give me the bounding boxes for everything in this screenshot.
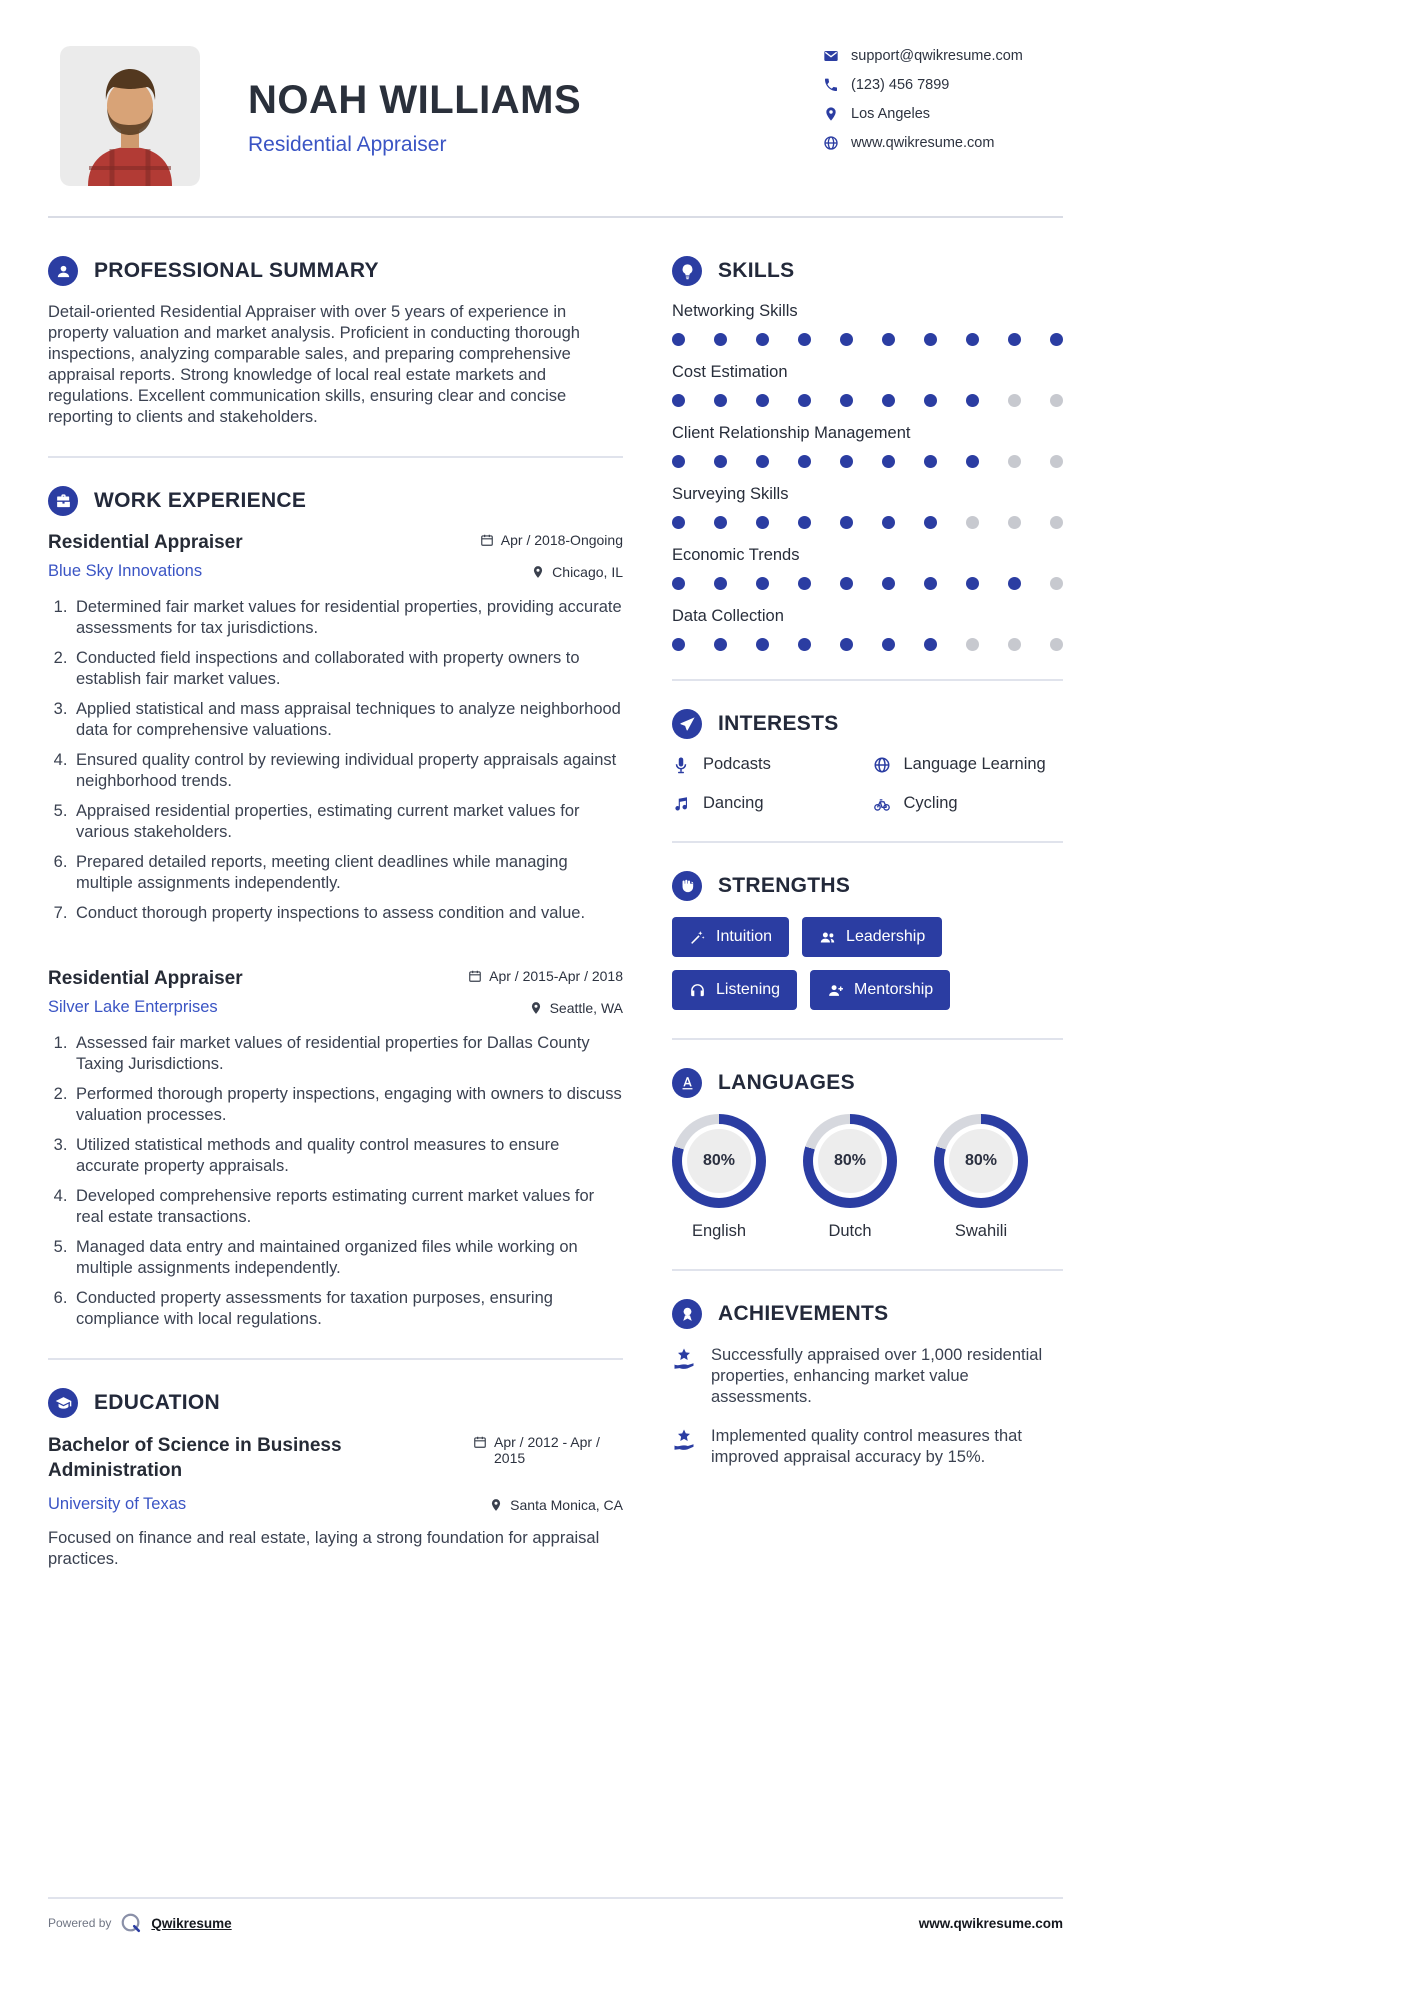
contact-list [823, 46, 1063, 164]
contact-item [823, 135, 1063, 151]
user-icon [48, 256, 78, 286]
email-icon [823, 48, 839, 64]
skill-level-dot [1008, 333, 1021, 346]
skill-level-dot [798, 516, 811, 529]
section-languages [672, 1068, 1063, 1241]
skill-level-dot [714, 516, 727, 529]
experience-bullet: 2. Conducted field inspections and collaborated with property owners to establish fair market values. [72, 648, 623, 690]
degree-title: Bachelor of Science in Business Administration [48, 1435, 342, 1481]
strengths-heading: STRENGTHS [718, 874, 851, 897]
jobs-list [48, 532, 623, 1330]
skill-item [672, 607, 1063, 651]
skill-level-dot [756, 394, 769, 407]
interest-item [873, 755, 1064, 774]
header-divider [48, 216, 1063, 218]
graduation-cap-icon [48, 1388, 78, 1418]
skill-level-dot [966, 638, 979, 651]
interest-item [672, 794, 863, 813]
skill-level-dot [1050, 638, 1063, 651]
skill-level-dot [1050, 394, 1063, 407]
skill-level-dot [714, 333, 727, 346]
achievement-item [672, 1426, 1063, 1468]
interest-item [672, 755, 863, 774]
paper-plane-icon [672, 709, 702, 739]
globe-icon [823, 135, 839, 151]
globe-icon [873, 756, 891, 774]
contact-text: (123) 456 7899 [851, 77, 950, 93]
footer-site-link[interactable]: www.qwikresume.com [918, 1915, 1063, 1931]
skill-level-dot [672, 455, 685, 468]
skill-level-dot [1008, 455, 1021, 468]
divider [672, 841, 1063, 843]
calendar-icon [473, 1435, 487, 1449]
job-bullets [48, 597, 623, 924]
strength-tag [810, 970, 950, 1010]
fist-icon [672, 871, 702, 901]
section-work-experience [48, 486, 623, 1330]
job-entry [48, 532, 623, 924]
language-item [803, 1114, 897, 1241]
achievement-item [672, 1345, 1063, 1408]
divider [48, 1358, 623, 1360]
headphones-icon [689, 982, 706, 999]
job-bullets [48, 1033, 623, 1330]
contact-item [823, 77, 1063, 93]
skill-dots [672, 455, 1063, 468]
powered-by-label: Powered by [48, 1916, 112, 1930]
contact-text: www.qwikresume.com [851, 135, 995, 151]
contact-text: Los Angeles [851, 106, 931, 122]
interest-label: Dancing [703, 794, 764, 812]
skill-level-dot [1050, 577, 1063, 590]
qwikresume-logo [120, 1912, 142, 1934]
skill-level-dot [966, 333, 979, 346]
candidate-name: NOAH WILLIAMS [248, 78, 582, 122]
skill-level-dot [714, 394, 727, 407]
achievements-heading: ACHIEVEMENTS [718, 1302, 889, 1325]
education-heading: EDUCATION [94, 1391, 220, 1414]
contact-item [823, 106, 1063, 122]
school-link[interactable]: University of Texas [48, 1495, 187, 1514]
skill-level-dot [714, 577, 727, 590]
divider [672, 679, 1063, 681]
skill-level-dot [672, 577, 685, 590]
interests-list [672, 755, 1063, 813]
job-title: Residential Appraiser [48, 532, 243, 553]
phone-icon [823, 77, 839, 93]
skill-level-dot [1008, 577, 1021, 590]
footer [48, 1897, 1063, 1934]
skill-level-dot [798, 333, 811, 346]
job-location-text: Chicago, IL [552, 563, 623, 580]
left-column [48, 256, 623, 1570]
skill-dots [672, 333, 1063, 346]
identity-block [248, 46, 581, 157]
language-item [672, 1114, 766, 1241]
interest-label: Podcasts [703, 755, 771, 773]
location-pin-icon [531, 565, 545, 579]
experience-bullet: 3. Utilized statistical methods and quality control measures to ensure accurate property appraisals. [72, 1135, 623, 1177]
users-icon [819, 929, 836, 946]
skill-level-dot [840, 455, 853, 468]
experience-bullet: 1. Determined fair market values for residential properties, providing accurate assessments for tax jurisdictions. [72, 597, 623, 639]
skill-level-dot [756, 577, 769, 590]
section-skills [672, 256, 1063, 651]
skill-item [672, 485, 1063, 529]
skill-level-dot [840, 516, 853, 529]
location-icon [823, 106, 839, 122]
skill-level-dot [756, 638, 769, 651]
contact-text: support@qwikresume.com [851, 48, 1023, 64]
medal-icon [672, 1299, 702, 1329]
summary-heading: PROFESSIONAL SUMMARY [94, 259, 379, 282]
skill-item [672, 302, 1063, 346]
skill-level-dot [1050, 516, 1063, 529]
interest-label: Language Learning [903, 755, 1046, 773]
section-strengths [672, 871, 1063, 1010]
education-date [473, 1434, 623, 1466]
skill-level-dot [882, 516, 895, 529]
skill-level-dot [840, 577, 853, 590]
skill-dots [672, 516, 1063, 529]
skill-level-dot [798, 394, 811, 407]
skill-level-dot [840, 394, 853, 407]
experience-heading: WORK EXPERIENCE [94, 489, 307, 512]
interest-label: Cycling [903, 794, 958, 812]
skill-level-dot [714, 638, 727, 651]
experience-bullet: 6. Prepared detailed reports, meeting client deadlines while managing multiple assignments independently. [72, 852, 623, 894]
skill-level-dot [672, 333, 685, 346]
skill-level-dot [924, 455, 937, 468]
experience-bullet: 5. Appraised residential properties, estimating current market values for various stakeholders. [72, 801, 623, 843]
section-achievements [672, 1299, 1063, 1468]
skill-level-dot [840, 638, 853, 651]
language-percent: 80% [949, 1129, 1013, 1193]
strength-label: Listening [716, 981, 781, 998]
language-name: Swahili [954, 1222, 1008, 1240]
skills-list [672, 302, 1063, 651]
skill-level-dot [1008, 394, 1021, 407]
job-date-text: Apr / 2018-Ongoing [500, 532, 623, 548]
job-location [531, 564, 623, 580]
strength-label: Intuition [716, 928, 773, 945]
skill-level-dot [672, 638, 685, 651]
strength-label: Mentorship [854, 981, 934, 998]
skill-level-dot [756, 455, 769, 468]
education-location [489, 1497, 623, 1513]
candidate-title: Residential Appraiser [248, 133, 447, 156]
interest-item [873, 794, 1064, 813]
strength-tag [672, 970, 797, 1010]
contact-item [823, 48, 1063, 64]
header [48, 0, 1063, 186]
skill-level-dot [924, 516, 937, 529]
language-percent: 80% [687, 1129, 751, 1193]
hand-star-icon [672, 1347, 696, 1371]
language-name: English [691, 1222, 747, 1240]
skill-level-dot [966, 577, 979, 590]
skill-level-dot [882, 333, 895, 346]
skill-level-dot [966, 516, 979, 529]
skill-level-dot [756, 333, 769, 346]
skill-item [672, 546, 1063, 590]
divider [48, 456, 623, 458]
skill-level-dot [798, 638, 811, 651]
language-progress-ring [803, 1114, 897, 1208]
skill-level-dot [966, 455, 979, 468]
strength-tag [802, 917, 942, 957]
section-professional-summary [48, 256, 623, 428]
achievement-text: Implemented quality control measures that improved appraisal accuracy by 15%. [711, 1427, 1022, 1466]
skill-level-dot [1050, 455, 1063, 468]
experience-bullet: 4. Developed comprehensive reports estimating current market values for real estate transactions. [72, 1186, 623, 1228]
experience-bullet: 1. Assessed fair market values of residential properties for Dallas County Taxing Jurisdictions. [72, 1033, 623, 1075]
skill-item [672, 424, 1063, 468]
skill-name: Client Relationship Management [672, 424, 911, 442]
skill-level-dot [672, 516, 685, 529]
skill-level-dot [1050, 333, 1063, 346]
skill-dots [672, 638, 1063, 651]
education-date-text: Apr / 2012 - Apr / 2015 [494, 1434, 600, 1466]
right-column [672, 256, 1063, 1570]
experience-bullet: 4. Ensured quality control by reviewing individual property appraisals against neighborhood trends. [72, 750, 623, 792]
skill-name: Surveying Skills [672, 485, 789, 503]
user-plus-icon [827, 982, 844, 999]
skill-name: Economic Trends [672, 546, 800, 564]
wand-icon [689, 929, 706, 946]
education-location-text: Santa Monica, CA [510, 1496, 623, 1513]
job-location [529, 1000, 623, 1016]
location-pin-icon [489, 1498, 503, 1512]
achievements-list [672, 1345, 1063, 1468]
skill-level-dot [882, 638, 895, 651]
skill-dots [672, 577, 1063, 590]
achievement-text: Successfully appraised over 1,000 residential properties, enhancing market value assessments. [711, 1346, 1043, 1406]
skill-name: Cost Estimation [672, 363, 788, 381]
job-entry [48, 968, 623, 1330]
divider [672, 1269, 1063, 1271]
skill-level-dot [882, 455, 895, 468]
calendar-icon [468, 969, 482, 983]
location-pin-icon [529, 1001, 543, 1015]
qwikresume-brand-link[interactable]: Qwikresume [151, 1915, 232, 1931]
experience-bullet: 3. Applied statistical and mass appraisal techniques to analyze neighborhood data for comprehensive valuations. [72, 699, 623, 741]
skill-level-dot [882, 577, 895, 590]
language-progress-ring [934, 1114, 1028, 1208]
skill-level-dot [1008, 516, 1021, 529]
lightbulb-icon [672, 256, 702, 286]
skill-name: Data Collection [672, 607, 784, 625]
skill-level-dot [840, 333, 853, 346]
summary-text: Detail-oriented Residential Appraiser with over 5 years of experience in property valuation and market analysis. Proficient in conducting thorough inspections, analyzing comparable sales, and preparing comprehensive appraisal reports. Strong knowledge of local real estate markets and regulations. Excellent communication skills, ensuring clear and concise reporting to clients and stakeholders. [48, 303, 580, 426]
company-link[interactable]: Blue Sky Innovations [48, 562, 203, 580]
language-name: Dutch [828, 1222, 872, 1240]
experience-bullet: 7. Conduct thorough property inspections to assess condition and value. [72, 903, 623, 924]
experience-bullet: 5. Managed data entry and maintained organized files while working on multiple assignments independently. [72, 1237, 623, 1279]
company-link[interactable]: Silver Lake Enterprises [48, 998, 218, 1016]
skill-name: Networking Skills [672, 302, 798, 320]
skill-level-dot [756, 516, 769, 529]
skills-heading: SKILLS [718, 259, 795, 282]
hand-star-icon [672, 1428, 696, 1452]
skill-level-dot [924, 394, 937, 407]
job-title: Residential Appraiser [48, 968, 243, 989]
job-date [468, 968, 623, 984]
skill-level-dot [798, 577, 811, 590]
language-progress-ring [672, 1114, 766, 1208]
skill-level-dot [798, 455, 811, 468]
strength-label: Leadership [846, 928, 926, 945]
section-education [48, 1388, 623, 1570]
skill-level-dot [924, 638, 937, 651]
job-date [480, 532, 623, 548]
experience-bullet: 6. Conducted property assessments for taxation purposes, ensuring compliance with local regulations. [72, 1288, 623, 1330]
strength-tag [672, 917, 789, 957]
calendar-icon [480, 533, 494, 547]
skill-dots [672, 394, 1063, 407]
languages-list [672, 1114, 1063, 1241]
skill-item [672, 363, 1063, 407]
microphone-icon [672, 756, 690, 774]
languages-heading: LANGUAGES [718, 1071, 855, 1094]
briefcase-icon [48, 486, 78, 516]
experience-bullet: 2. Performed thorough property inspections, engaging with owners to discuss valuation processes. [72, 1084, 623, 1126]
skill-level-dot [1008, 638, 1021, 651]
language-percent: 80% [818, 1129, 882, 1193]
skill-level-dot [882, 394, 895, 407]
skill-level-dot [966, 394, 979, 407]
divider [672, 1038, 1063, 1040]
skill-level-dot [924, 333, 937, 346]
skill-level-dot [672, 394, 685, 407]
translate-icon [672, 1068, 702, 1098]
education-description: Focused on finance and real estate, laying a strong foundation for appraisal practices. [48, 1529, 600, 1569]
bicycle-icon [873, 795, 891, 813]
job-date-text: Apr / 2015-Apr / 2018 [489, 968, 623, 984]
interests-heading: INTERESTS [718, 712, 839, 735]
music-note-icon [672, 795, 690, 813]
skill-level-dot [714, 455, 727, 468]
job-location-text: Seattle, WA [549, 999, 623, 1016]
profile-photo [60, 46, 200, 186]
skill-level-dot [924, 577, 937, 590]
language-item [934, 1114, 1028, 1241]
strengths-list [672, 917, 1063, 1010]
section-interests [672, 709, 1063, 813]
